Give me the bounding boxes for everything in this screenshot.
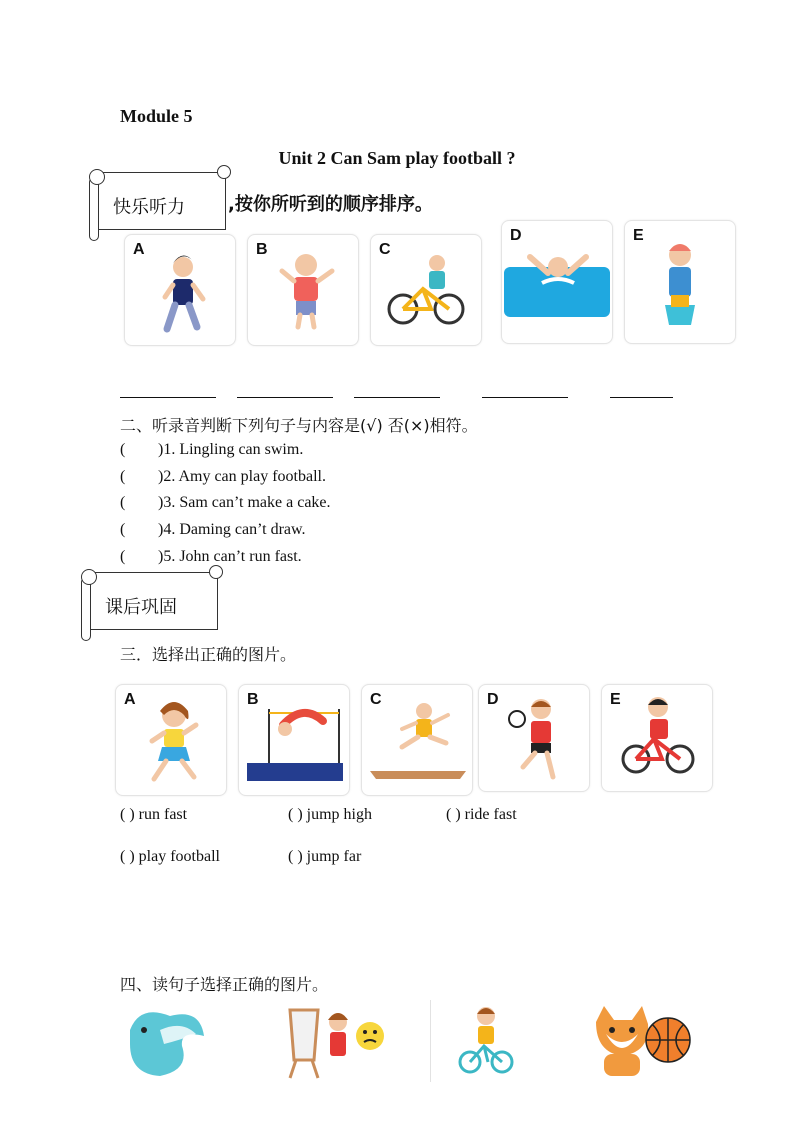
judge-item-5: ( )5. John can’t run fast.	[120, 548, 302, 565]
card-e	[624, 220, 736, 344]
divider	[430, 1000, 431, 1082]
card3-c	[361, 684, 473, 796]
bird-image	[120, 1000, 210, 1082]
boy-bike-image	[602, 685, 712, 791]
boy-bike-image	[371, 235, 481, 345]
unit-title: Unit 2 Can Sam play football ?	[278, 148, 516, 168]
judge-item-1: ( )1. Lingling can swim.	[120, 441, 304, 458]
section3-title: 三．选择出正确的图片。	[120, 645, 297, 664]
listening-tag-label: 快乐听力	[113, 197, 185, 218]
card-a	[124, 234, 236, 346]
option-jump-far[interactable]: ( ) jump far	[288, 848, 362, 865]
high-jump-image	[239, 685, 349, 795]
girl-jumping-image	[248, 235, 358, 345]
answer-blank-1[interactable]	[120, 397, 216, 398]
long-jump-image	[362, 685, 472, 795]
card3-a	[115, 684, 227, 796]
section2-title: 二、听录音判断下列句子与内容是(√) 否(×)相符。	[120, 416, 478, 435]
option-run-fast[interactable]: ( ) run fast	[120, 806, 188, 823]
listening-scroll-tag	[96, 172, 226, 230]
card-letter: A	[124, 691, 136, 708]
card-letter: C	[379, 241, 391, 258]
card-letter: D	[487, 691, 499, 708]
card-letter: A	[133, 241, 145, 258]
boy-football-image	[479, 685, 589, 791]
review-tag-label: 课后巩固	[105, 597, 177, 618]
judge-item-2: ( )2. Amy can play football.	[120, 468, 326, 485]
card-c	[370, 234, 482, 346]
answer-blank-5[interactable]	[610, 397, 673, 398]
option-play-football[interactable]: ( ) play football	[120, 848, 220, 865]
card3-e	[601, 684, 713, 792]
boy-riding-bike-image	[456, 1002, 516, 1078]
girl-running-image	[116, 685, 226, 795]
answer-blank-2[interactable]	[237, 397, 333, 398]
card-letter: B	[247, 691, 259, 708]
card-b	[247, 234, 359, 346]
card-letter: B	[256, 241, 268, 258]
option-jump-high[interactable]: ( ) jump high	[288, 806, 372, 823]
boy-running-image	[125, 235, 235, 345]
module-title: Module 5	[120, 106, 193, 126]
dog-basketball-image	[588, 1002, 698, 1082]
section1-instruction: ,按你所听到的顺序排序。	[228, 194, 433, 215]
boy-swimming-image	[502, 221, 612, 343]
girl-drawing-sad-image	[280, 1000, 390, 1080]
review-scroll-tag	[88, 572, 218, 630]
boy-cake-image	[625, 221, 735, 343]
judge-item-3: ( )3. Sam can’t make a cake.	[120, 494, 331, 511]
judge-item-4: ( )4. Daming can’t draw.	[120, 521, 306, 538]
answer-blank-3[interactable]	[354, 397, 440, 398]
card-letter: E	[633, 227, 644, 244]
card-letter: C	[370, 691, 382, 708]
answer-blank-4[interactable]	[482, 397, 568, 398]
card-d	[501, 220, 613, 344]
section4-title: 四、读句子选择正确的图片。	[120, 975, 329, 994]
card3-d	[478, 684, 590, 792]
option-ride-fast[interactable]: ( ) ride fast	[446, 806, 517, 823]
card3-b	[238, 684, 350, 796]
card-letter: D	[510, 227, 522, 244]
card-letter: E	[610, 691, 621, 708]
